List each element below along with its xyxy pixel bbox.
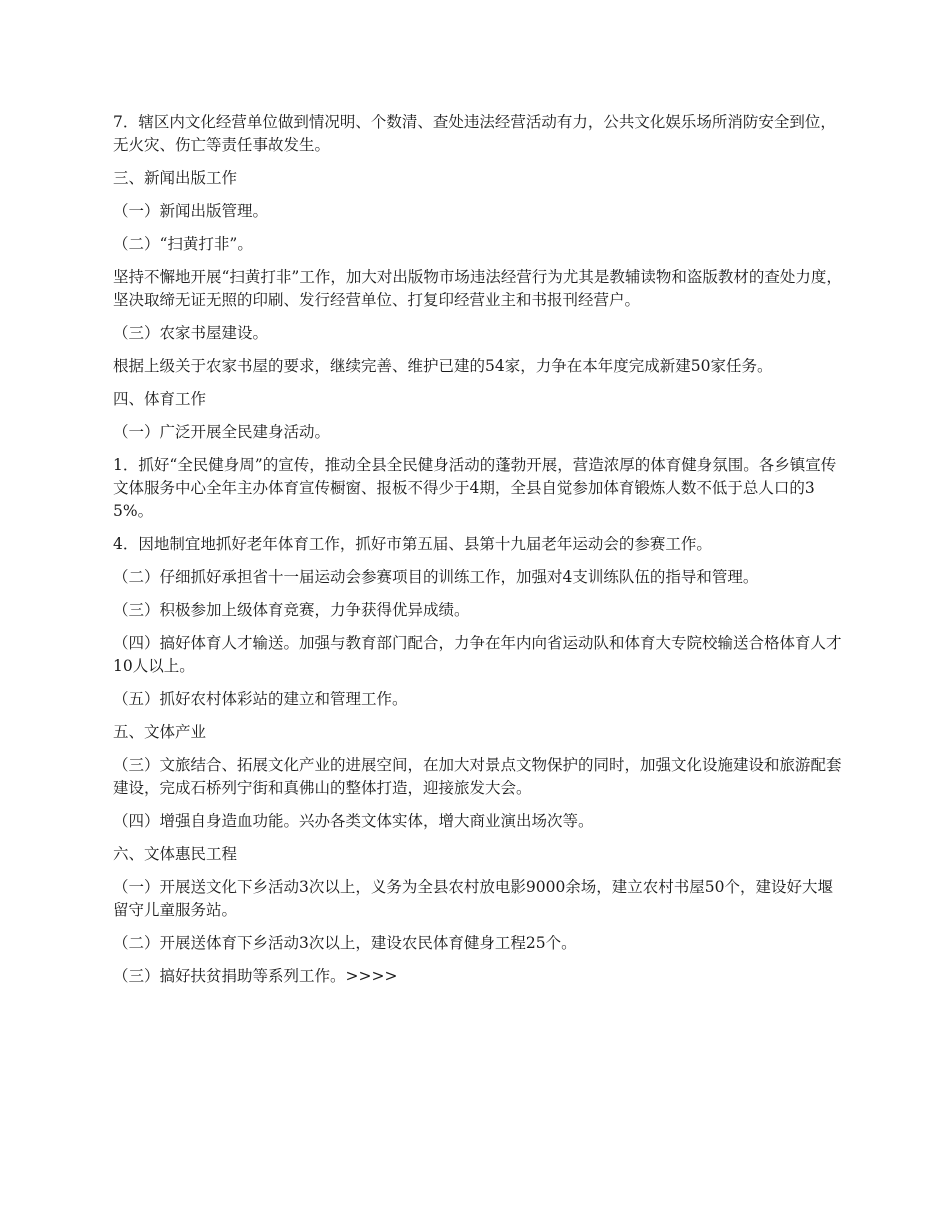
section-heading-sports: 四、体育工作 — [113, 390, 207, 408]
subheading-anti-pornography: （二）“扫黄打非”。 — [113, 235, 253, 253]
paragraph-culture-tourism: （三）文旅结合、拓展文化产业的进展空间，在加大对景点文物保护的同时，加强文化设施建设和旅游配套建设，完成石桥列宁街和真佛山的整体打造，迎接旅发大会。 — [113, 756, 842, 797]
paragraph-fitness-week: 1．抓好“全民健身周”的宣传，推动全县全民健身活动的蓬勃开展，营造浓厚的体育健身氛围。各乡镇宣传文体服务中心全年主办体育宣传橱窗、报板不得少于4期，全县自觉参加体育锻炼人数不低于总人口的35%。 — [113, 456, 837, 520]
paragraph-culture-to-countryside: （一）开展送文化下乡活动3次以上，义务为全县农村放电影9000余场，建立农村书屋50个，建设好大堰留守儿童服务站。 — [113, 878, 834, 919]
document-body — [113, 111, 843, 998]
paragraph-talent-transfer: （四）搞好体育人才输送。加强与教育部门配合，力争在年内向省运动队和体育大专院校输送合格体育人才10人以上。 — [113, 634, 842, 675]
subheading-press-management: （一）新闻出版管理。 — [113, 202, 269, 220]
paragraph-provincial-games-training: （二）仔细抓好承担省十一届运动会参赛项目的训练工作，加强对4支训练队伍的指导和管理。 — [113, 568, 759, 586]
paragraph-poverty-relief: （三）搞好扶贫捐助等系列工作。>>>> — [113, 967, 398, 985]
paragraph-sports-to-countryside: （二）开展送体育下乡活动3次以上，建设农民体育健身工程25个。 — [113, 934, 577, 952]
paragraph-anti-pornography: 坚持不懈地开展“扫黄打非”工作，加大对出版物市场违法经营行为尤其是教辅读物和盗版教材的查处力度，坚决取缔无证无照的印刷、发行经营单位、打复印经营业主和书报刊经营户。 — [113, 268, 842, 309]
paragraph-lottery-stations: （五）抓好农村体彩站的建立和管理工作。 — [113, 690, 408, 708]
section-heading-public-benefit: 六、文体惠民工程 — [113, 845, 238, 863]
subheading-farmhouse-library: （三）农家书屋建设。 — [113, 324, 269, 342]
section-heading-press-publishing: 三、新闻出版工作 — [113, 169, 238, 187]
paragraph-farmhouse-library: 根据上级关于农家书屋的要求，继续完善、维护已建的54家，力争在本年度完成新建50家任务。 — [113, 357, 773, 375]
paragraph-self-sustaining: （四）增强自身造血功能。兴办各类文体实体，增大商业演出场次等。 — [113, 812, 594, 830]
paragraph-competitions: （三）积极参加上级体育竞赛，力争获得优异成绩。 — [113, 601, 470, 619]
subheading-fitness-activities: （一）广泛开展全民建身活动。 — [113, 423, 331, 441]
paragraph-elderly-sports: 4．因地制宜地抓好老年体育工作，抓好市第五届、县第十九届老年运动会的参赛工作。 — [113, 535, 712, 553]
section-heading-cultural-industry: 五、文体产业 — [113, 723, 207, 741]
paragraph-item-7-cultural-units: 7．辖区内文化经营单位做到情况明、个数清、查处违法经营活动有力，公共文化娱乐场所消防安全到位，无火灾、伤亡等责任事故发生。 — [113, 113, 836, 154]
